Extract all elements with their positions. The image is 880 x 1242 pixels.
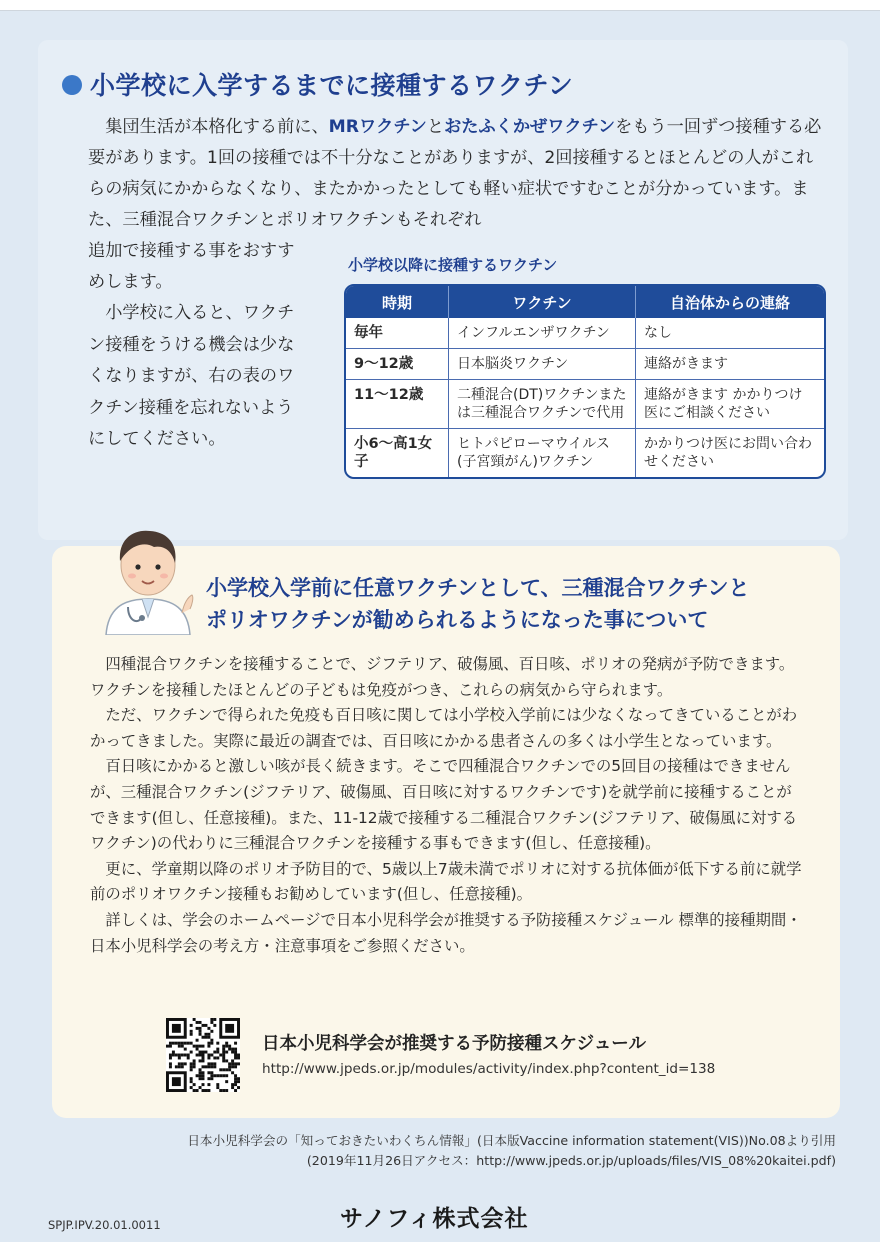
row-contact: かかりつけ医にお問い合わせください [636,429,825,478]
intro-paragraph: 集団生活が本格化する前に、MRワクチンとおたふくかぜワクチンをもう一回ずつ接種する必要があります。1回の接種では不十分なことがありますが、2回接種するとほとんどの人がこれらの病気にかからなくなり、またかかったとしても軽い症状ですむことが分かっています。また、三種混合ワクチンとポリオワクチンもそれぞれ [88,117,822,230]
note-paragraph: 更に、学童期以降のポリオ予防目的で、5歳以上7歳未満でポリオに対する抗体価が低下する前に就学前のポリオワクチン接種もお勧めしています(但し、任意接種)。 [90,859,802,904]
row-period: 小6〜高1女子 [346,429,449,478]
note-paragraph: ただ、ワクチンで得られた免疫も百日咳に関しては小学校入学前には少なくなってきていることがわかってきました。実際に最近の調査では、百日咳にかかる患者さんの多くは小学生となっています。 [90,706,798,750]
otafuku-vaccine-highlight: おたふくかぜワクチン [444,117,616,137]
section-title: 小学校に入学するまでに接種するワクチン [62,66,573,102]
qr-code-icon[interactable] [166,1018,240,1092]
company-name: サノフィ株式会社 [340,1206,529,1232]
note-title: 小学校入学前に任意ワクチンとして、三種混合ワクチンと ポリオワクチンが勧められるようになった事について [206,576,750,632]
row-vaccine: 日本脳炎ワクチン [449,349,636,380]
row-period: 9〜12歳 [346,349,449,380]
row-period: 11〜12歳 [346,380,449,429]
vaccine-table [344,284,826,479]
row-vaccine: 二種混合(DT)ワクチンまたは三種混合ワクチンで代用 [449,380,636,429]
document-code: SPJP.IPV.20.01.0011 [48,1218,161,1232]
bullet-dot-icon [62,75,82,95]
schedule-link-title: 日本小児科学会が推奨する予防接種スケジュール [262,1034,646,1054]
table-row [346,380,824,429]
schedule-link-url[interactable]: http://www.jpeds.or.jp/modules/activity/index.php?content_id=138 [262,1061,716,1077]
mr-vaccine-highlight: MRワクチン [328,117,427,137]
note-body [90,652,802,959]
header-contact: 自治体からの連絡 [636,286,825,318]
row-vaccine: ヒトパピローマウイルス(子宮頸がん)ワクチン [449,429,636,478]
top-edge [0,0,880,11]
row-contact: 連絡がきます [636,349,825,380]
note-paragraph: 詳しくは、学会のホームページで日本小児科学会が推奨する予防接種スケジュール 標準的接種期間・日本小児科学会の考え方・注意事項をご参照ください。 [90,910,802,955]
header-vaccine: ワクチン [449,286,636,318]
header-period: 時期 [346,286,449,318]
intro-continuation: 追加で接種する事をおすすめします。 [88,241,295,292]
citation-line-2: (2019年11月26日アクセス：http://www.jpeds.or.jp/uploads/files/VIS_08%20kaitei.pdf) [306,1153,836,1168]
row-contact: 連絡がきます かかりつけ医にご相談ください [636,380,825,429]
note-paragraph: 百日咳にかかると激しい咳が長く続きます。そこで四種混合ワクチンでの5回目の接種はできませんが、三種混合ワクチン(ジフテリア、破傷風、百日咳に対するワクチンです)を就学前に接種することができます(但し、任意接種)。また、11-12歳で接種する二種混合ワクチン(ジフテリア、破傷風に対するワクチン)の代わりに三種混合ワクチンを接種する事もできます(但し、任意接種)。 [90,757,798,853]
row-contact: なし [636,318,825,349]
row-vaccine: インフルエンザワクチン [449,318,636,349]
doctor-illustration-icon [98,517,198,635]
reminder-paragraph: 小学校に入ると、ワクチン接種をうける機会は少なくなりますが、右の表のワクチン接種を忘れないようにしてください。 [88,303,295,449]
row-period: 毎年 [354,325,383,341]
table-row [346,349,824,380]
table-title: 小学校以降に接種するワクチン [348,256,558,274]
table-row [346,318,824,349]
table-header-row [346,286,824,318]
table-row [346,429,824,478]
citation-line-1: 日本小児科学会の「知っておきたいわくちん情報」(日本版Vaccine information statement(VIS))No.08より引用 [187,1133,836,1148]
note-paragraph: 四種混合ワクチンを接種することで、ジフテリア、破傷風、百日咳、ポリオの発病が予防できます。ワクチンを接種したほとんどの子どもは免疫がつき、これらの病気から守られます。 [90,655,795,699]
